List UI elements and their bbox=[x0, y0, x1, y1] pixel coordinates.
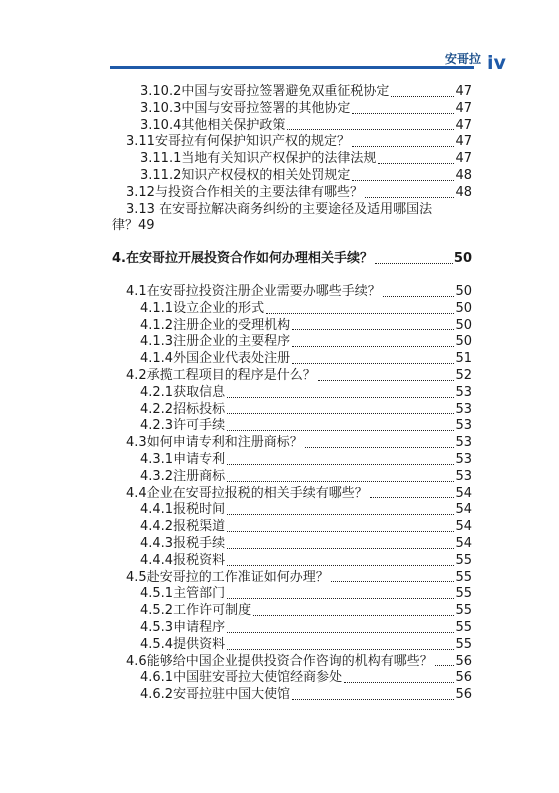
toc-entry-title: 注册企业的受理机构 bbox=[173, 317, 291, 333]
toc-entry-title: 获取信息 bbox=[173, 384, 226, 400]
toc-entry-title: 许可手续 bbox=[173, 418, 226, 434]
toc-entry[interactable] bbox=[112, 118, 472, 135]
toc-entry-title: 知识产权侵权的相关处罚规定 bbox=[181, 167, 351, 183]
toc-entry-title: 中国驻安哥拉大使馆经商参处 bbox=[173, 670, 343, 686]
toc-leader-dots bbox=[227, 597, 454, 599]
toc-entry-title: 招标投标 bbox=[173, 401, 226, 417]
toc-leader-dots bbox=[227, 648, 454, 650]
toc-entry-title: 注册商标 bbox=[173, 468, 226, 484]
toc-entry-page: 55 bbox=[455, 586, 472, 602]
toc-entry[interactable] bbox=[112, 84, 472, 101]
toc-entry[interactable] bbox=[112, 385, 472, 402]
toc-entry[interactable] bbox=[112, 368, 472, 385]
toc-entry-title: 工作许可制度 bbox=[173, 603, 252, 619]
toc-entry[interactable] bbox=[112, 318, 472, 335]
toc-entry-number: 4.1.3 bbox=[140, 334, 174, 350]
toc-entry-number: 3.12 bbox=[126, 184, 155, 200]
toc-entry-title: 注册企业的主要程序 bbox=[173, 334, 291, 350]
toc-entry-page: 50 bbox=[455, 317, 472, 333]
toc-entry-title: 设立企业的形式 bbox=[173, 300, 265, 316]
toc-entry-number: 4.6.2 bbox=[140, 687, 174, 703]
toc-entry-page: 53 bbox=[455, 384, 472, 400]
toc-entry-number: 4.2.3 bbox=[140, 418, 174, 434]
toc-leader-dots bbox=[365, 196, 454, 198]
toc-entry[interactable] bbox=[112, 654, 472, 671]
toc-leader-dots bbox=[227, 429, 454, 431]
toc-entry-number: 4. bbox=[112, 251, 126, 267]
toc-entry-number: 4.2.2 bbox=[140, 401, 174, 417]
toc-entry-page: 50 bbox=[453, 251, 472, 267]
toc-entry-page: 52 bbox=[455, 367, 472, 383]
toc-entry-title: 企业在安哥拉报税的相关手续有哪些？ bbox=[146, 485, 368, 501]
running-title: 安哥拉 bbox=[444, 52, 481, 66]
toc-entry-page: 50 bbox=[455, 283, 472, 299]
toc-entry-page: 49 bbox=[138, 218, 155, 234]
toc-entry-number: 4.6 bbox=[126, 653, 147, 669]
header-rule bbox=[110, 66, 474, 69]
toc-entry-title: 提供资料 bbox=[173, 636, 226, 652]
toc-entry-number: 3.13 bbox=[126, 201, 160, 217]
toc-entry[interactable] bbox=[112, 687, 472, 704]
toc-spacer bbox=[112, 268, 472, 284]
toc-leader-dots bbox=[227, 564, 454, 566]
toc-leader-dots bbox=[227, 480, 454, 482]
toc-entry[interactable] bbox=[112, 351, 472, 368]
toc-entry[interactable] bbox=[112, 620, 472, 637]
toc-entry-number: 3.10.2 bbox=[140, 84, 182, 99]
toc-entry-title: 中国与安哥拉签署避免双重征税协定 bbox=[181, 84, 390, 99]
toc-entry-title: 在安哥拉投资注册企业需要办哪些手续？ bbox=[146, 283, 381, 299]
toc-entry-page: 53 bbox=[455, 401, 472, 417]
toc-entry-number: 4.3.1 bbox=[140, 451, 174, 467]
toc-entry-page: 56 bbox=[455, 653, 472, 669]
toc-leader-dots bbox=[253, 614, 454, 616]
toc-entry-page: 47 bbox=[455, 100, 472, 116]
toc-entry-title: 在安哥拉开展投资合作如何办理相关手续？ bbox=[125, 251, 373, 267]
toc-entry-number: 3.11.1 bbox=[140, 151, 182, 167]
toc-entry-number: 4.3 bbox=[126, 435, 147, 451]
toc-entry-page: 53 bbox=[455, 418, 472, 434]
toc-entry-page: 53 bbox=[455, 451, 472, 467]
toc-entry[interactable] bbox=[112, 301, 472, 318]
toc-leader-dots bbox=[292, 698, 454, 700]
toc-entry-number: 4.5.1 bbox=[140, 586, 174, 602]
toc-entry-title: 报税手续 bbox=[173, 535, 226, 551]
toc-entry[interactable] bbox=[112, 637, 472, 654]
toc-entry-number: 3.11.2 bbox=[140, 167, 182, 183]
toc-entry-title: 赴安哥拉的工作准证如何办理？ bbox=[146, 569, 329, 585]
toc-entry[interactable] bbox=[112, 418, 472, 435]
toc-entry-page: 47 bbox=[455, 134, 472, 150]
toc-leader-dots bbox=[292, 328, 454, 330]
toc-entry[interactable] bbox=[112, 185, 472, 202]
toc-entry-number: 3.10.3 bbox=[140, 100, 182, 116]
toc-leader-dots bbox=[383, 295, 455, 297]
toc-entry-number: 4.5.3 bbox=[140, 619, 174, 635]
toc-entry-title: 中国与安哥拉签署的其他协定 bbox=[181, 100, 351, 116]
toc-entry-page: 54 bbox=[455, 502, 472, 518]
page-header bbox=[0, 0, 559, 80]
toc-leader-dots bbox=[227, 463, 454, 465]
toc-entry-title: 报税资料 bbox=[173, 552, 226, 568]
toc-entry[interactable] bbox=[112, 553, 472, 570]
toc-entry-page: 50 bbox=[455, 300, 472, 316]
toc-leader-dots bbox=[375, 262, 453, 264]
toc-entry-page: 48 bbox=[455, 167, 472, 183]
toc-entry[interactable] bbox=[112, 202, 472, 236]
toc-entry-title: 报税时间 bbox=[173, 502, 226, 518]
toc-leader-dots bbox=[352, 145, 454, 147]
toc-leader-dots bbox=[331, 580, 455, 582]
toc-leader-dots bbox=[227, 631, 454, 633]
toc-entry-number: 4.1.1 bbox=[140, 300, 174, 316]
toc-entry-page: 50 bbox=[455, 334, 472, 350]
toc-entry-number: 4.4.1 bbox=[140, 502, 174, 518]
toc-entry-title: 主管部门 bbox=[173, 586, 226, 602]
toc-entry-page: 47 bbox=[455, 84, 472, 99]
toc-entry-number: 4.4.4 bbox=[140, 552, 174, 568]
toc-entry-page: 55 bbox=[455, 636, 472, 652]
toc-leader-dots bbox=[266, 312, 454, 314]
toc-leader-dots bbox=[352, 179, 454, 181]
toc-entry-page: 55 bbox=[455, 619, 472, 635]
toc-entry[interactable] bbox=[112, 586, 472, 603]
toc-entry-title: 能够给中国企业提供投资合作咨询的机构有哪些？ bbox=[146, 653, 433, 669]
toc-entry-title: 承揽工程项目的程序是什么？ bbox=[146, 367, 316, 383]
toc-entry-number: 4.2 bbox=[126, 367, 147, 383]
toc-entry[interactable] bbox=[112, 570, 472, 587]
toc-entry-page: 54 bbox=[455, 519, 472, 535]
toc-entry[interactable] bbox=[112, 519, 472, 536]
toc-entry-page: 53 bbox=[455, 435, 472, 451]
toc-entry-page: 48 bbox=[455, 184, 472, 200]
toc-entry[interactable] bbox=[112, 168, 472, 185]
toc-entry-title: 外国企业代表处注册 bbox=[173, 351, 291, 367]
toc-entry-number: 4.1.2 bbox=[140, 317, 174, 333]
toc-leader-dots bbox=[305, 446, 455, 448]
toc-entry-page: 47 bbox=[455, 151, 472, 167]
toc-entry[interactable] bbox=[112, 402, 472, 419]
toc-entry-number: 4.4.2 bbox=[140, 519, 174, 535]
toc-entry[interactable] bbox=[112, 603, 472, 620]
toc-entry-number: 4.5.2 bbox=[140, 603, 174, 619]
toc-entry-page: 54 bbox=[455, 535, 472, 551]
toc-leader-dots bbox=[292, 345, 454, 347]
toc-leader-dots bbox=[292, 362, 454, 364]
toc-entry[interactable] bbox=[112, 469, 472, 486]
toc-entry-number: 4.5 bbox=[126, 569, 147, 585]
toc-leader-dots bbox=[370, 496, 455, 498]
toc-entry-page: 55 bbox=[455, 569, 472, 585]
toc-entry-number: 4.1.4 bbox=[140, 351, 174, 367]
toc-entry-number: 4.6.1 bbox=[140, 670, 174, 686]
table-of-contents bbox=[112, 84, 472, 704]
toc-entry[interactable] bbox=[112, 486, 472, 503]
toc-leader-dots bbox=[287, 128, 454, 130]
toc-entry-title: 当地有关知识产权保护的法律法规 bbox=[181, 151, 377, 167]
toc-leader-dots bbox=[391, 95, 454, 97]
toc-entry-page: 56 bbox=[455, 670, 472, 686]
toc-entry-title: 与投资合作相关的主要法律有哪些？ bbox=[154, 184, 363, 200]
toc-entry-title: 申请专利 bbox=[173, 451, 226, 467]
toc-entry-title: 安哥拉驻中国大使馆 bbox=[173, 687, 291, 703]
toc-entry-title: 报税渠道 bbox=[173, 519, 226, 535]
toc-leader-dots bbox=[344, 681, 454, 683]
toc-entry-page: 51 bbox=[455, 351, 472, 367]
toc-entry-title: 在安哥拉解决商务纠纷的主要途径及适用哪国法 bbox=[159, 201, 433, 217]
toc-entry[interactable] bbox=[112, 134, 472, 151]
toc-entry-page: 55 bbox=[455, 552, 472, 568]
toc-entry-title: 其他相关保护政策 bbox=[181, 117, 286, 133]
toc-entry-page: 53 bbox=[455, 468, 472, 484]
toc-entry-page: 54 bbox=[455, 485, 472, 501]
toc-leader-dots bbox=[227, 513, 454, 515]
toc-entry-page: 47 bbox=[455, 117, 472, 133]
toc-entry[interactable] bbox=[112, 536, 472, 553]
toc-leader-dots bbox=[227, 412, 454, 414]
toc-leader-dots bbox=[227, 396, 454, 398]
toc-entry[interactable] bbox=[112, 452, 472, 469]
toc-entry[interactable] bbox=[112, 435, 472, 452]
toc-entry[interactable] bbox=[112, 284, 472, 301]
toc-entry[interactable] bbox=[112, 502, 472, 519]
toc-entry-number: 4.3.2 bbox=[140, 468, 174, 484]
toc-leader-dots bbox=[378, 162, 454, 164]
toc-entry-title-continued: 律？ bbox=[112, 218, 139, 234]
toc-leader-dots bbox=[227, 547, 454, 549]
toc-entry-number: 3.10.4 bbox=[140, 117, 182, 133]
toc-entry[interactable] bbox=[112, 151, 472, 168]
toc-leader-dots bbox=[352, 112, 454, 114]
toc-leader-dots bbox=[435, 664, 455, 666]
toc-entry[interactable] bbox=[112, 670, 472, 687]
toc-entry-page: 56 bbox=[455, 687, 472, 703]
toc-entry-number: 4.1 bbox=[126, 283, 147, 299]
toc-leader-dots bbox=[318, 379, 455, 381]
toc-entry-title: 安哥拉有何保护知识产权的规定？ bbox=[154, 134, 350, 150]
toc-spacer bbox=[112, 235, 472, 251]
toc-entry-number: 4.5.4 bbox=[140, 636, 174, 652]
toc-entry-number: 3.11 bbox=[126, 134, 155, 150]
toc-entry[interactable] bbox=[112, 101, 472, 118]
page-number: iv bbox=[487, 52, 506, 74]
toc-entry-title: 如何申请专利和注册商标？ bbox=[146, 435, 303, 451]
toc-entry-title: 申请程序 bbox=[173, 619, 226, 635]
toc-leader-dots bbox=[227, 530, 454, 532]
toc-chapter-entry[interactable] bbox=[112, 251, 472, 268]
toc-entry-number: 4.2.1 bbox=[140, 384, 174, 400]
toc-entry-number: 4.4.3 bbox=[140, 535, 174, 551]
toc-entry-page: 55 bbox=[455, 603, 472, 619]
toc-entry[interactable] bbox=[112, 334, 472, 351]
toc-entry-number: 4.4 bbox=[126, 485, 147, 501]
